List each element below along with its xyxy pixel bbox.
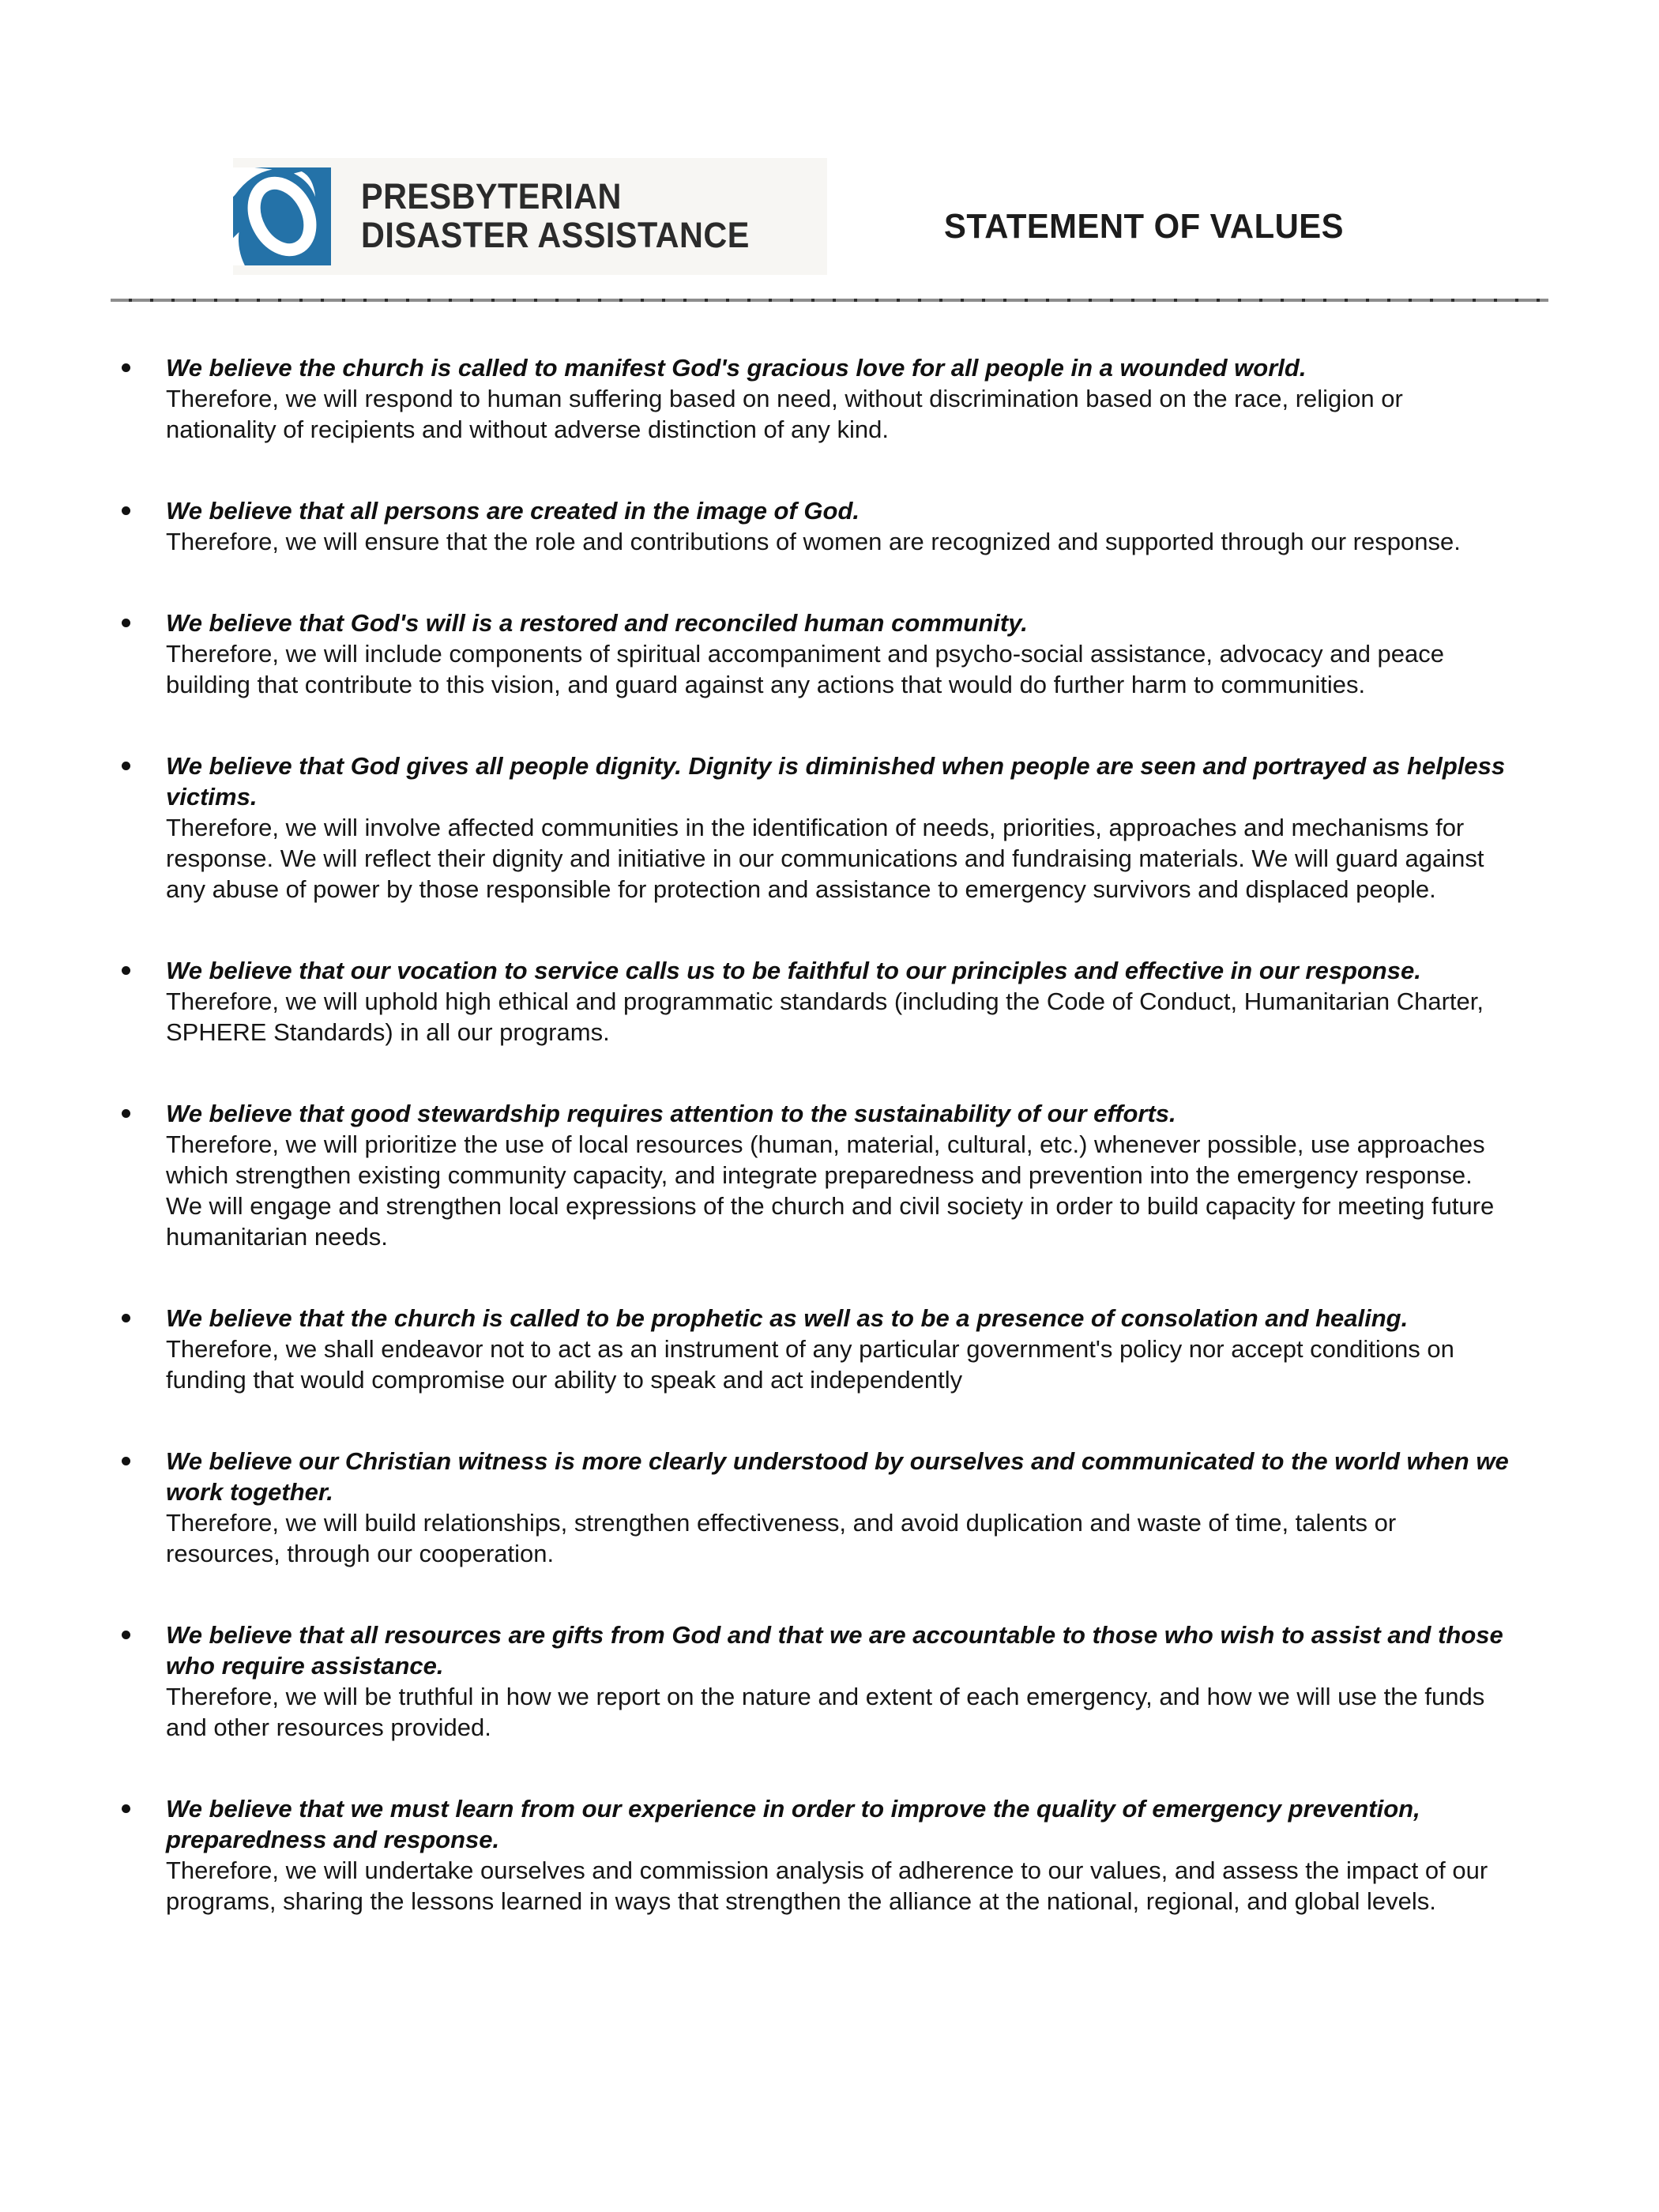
logo-line-1: PRESBYTERIAN [361,176,622,217]
bullet-dot-icon [122,1631,130,1639]
belief-statement: We believe that we must learn from our experience in order to improve the quality of emergency prevention, preparedness and response. [166,1795,1420,1853]
bullet-dot-icon [122,1314,130,1322]
therefore-statement: Therefore, we shall endeavor not to act as an instrument of any particular government's policy nor accept conditions on funding that would compromise our ability to speak and act independently [166,1335,1454,1394]
bullet-dot-icon [122,1109,130,1118]
bullet-dot-icon [122,506,130,515]
logo-line-2: DISASTER ASSISTANCE [361,215,750,255]
bullet-dot-icon [122,1804,130,1813]
belief-statement: We believe that God's will is a restored and reconciled human community. [166,609,1028,637]
belief-statement: We believe the church is called to manifest God's gracious love for all people in a wounded world. [166,354,1307,382]
therefore-statement: Therefore, we will involve affected communities in the identification of needs, priorities, approaches and mechanisms for response. We will reflect their dignity and initiative in our communications and fundraising materials. We will guard against any abuse of power by those responsible for protection and assistance to emergency survivors and displaced people. [166,814,1484,903]
bullet-dot-icon [122,966,130,975]
bullet-dot-icon [122,363,130,372]
belief-statement: We believe that all persons are created in the image of God. [166,497,860,525]
value-item [118,608,1509,700]
value-item [118,352,1509,445]
bullet-dot-icon [122,619,130,627]
therefore-statement: Therefore, we will build relationships, strengthen effectiveness, and avoid duplication and waste of time, talents or resources, through our cooperation. [166,1509,1397,1567]
pda-logo-icon [233,167,331,265]
page-title: STATEMENT OF VALUES [944,207,1344,246]
document-header [233,158,1548,276]
value-item [118,1620,1509,1743]
value-item [118,1446,1509,1569]
therefore-statement: Therefore, we will ensure that the role and contributions of women are recognized and supported through our response. [166,528,1461,555]
value-item [118,750,1509,905]
therefore-statement: Therefore, we will undertake ourselves and commission analysis of adherence to our values, and assess the impact of our programs, sharing the lessons learned in ways that strengthen the alliance at the national, regional, and global levels. [166,1856,1488,1915]
value-item [118,1793,1509,1917]
value-item [118,495,1509,557]
value-item [118,955,1509,1048]
therefore-statement: Therefore, we will include components of spiritual accompaniment and psycho-social assistance, advocacy and peace building that contribute to this vision, and guard against any actions that would do further harm to communities. [166,640,1445,698]
bullet-dot-icon [122,1457,130,1465]
bullet-dot-icon [122,762,130,770]
pda-logo-block [233,158,827,275]
therefore-statement: Therefore, we will be truthful in how we report on the nature and extent of each emergency, and how we will use the funds and other resources provided. [166,1683,1485,1741]
belief-statement: We believe that all resources are gifts from God and that we are accountable to those who wish to assist and those who require assistance. [166,1621,1503,1680]
therefore-statement: Therefore, we will respond to human suffering based on need, without discrimination based on the race, religion or nationality of recipients and without adverse distinction of any kind. [166,385,1403,443]
belief-statement: We believe that good stewardship requires attention to the sustainability of our efforts. [166,1100,1176,1127]
value-item [118,1098,1509,1252]
belief-statement: We believe our Christian witness is more clearly understood by ourselves and communicated to the world when we work together. [166,1447,1509,1506]
header-divider [111,299,1548,302]
belief-statement: We believe that the church is called to be prophetic as well as to be a presence of consolation and healing. [166,1304,1409,1332]
belief-statement: We believe that God gives all people dignity. Dignity is diminished when people are seen and portrayed as helpless victims. [166,752,1506,811]
belief-statement: We believe that our vocation to service calls us to be faithful to our principles and effective in our response. [166,957,1421,984]
values-list [118,352,1509,1967]
therefore-statement: Therefore, we will prioritize the use of local resources (human, material, cultural, etc.) whenever possible, use approaches which strengthen existing community capacity, and integrate preparedness and prevention into the emergency response. We will engage and strengthen local expressions of the church and civil society in order to build capacity for meeting future humanitarian needs. [166,1130,1495,1251]
therefore-statement: Therefore, we will uphold high ethical and programmatic standards (including the Code of Conduct, Humanitarian Charter, SPHERE Standards) in all our programs. [166,988,1484,1046]
pda-logo-text [361,178,784,254]
value-item [118,1303,1509,1395]
